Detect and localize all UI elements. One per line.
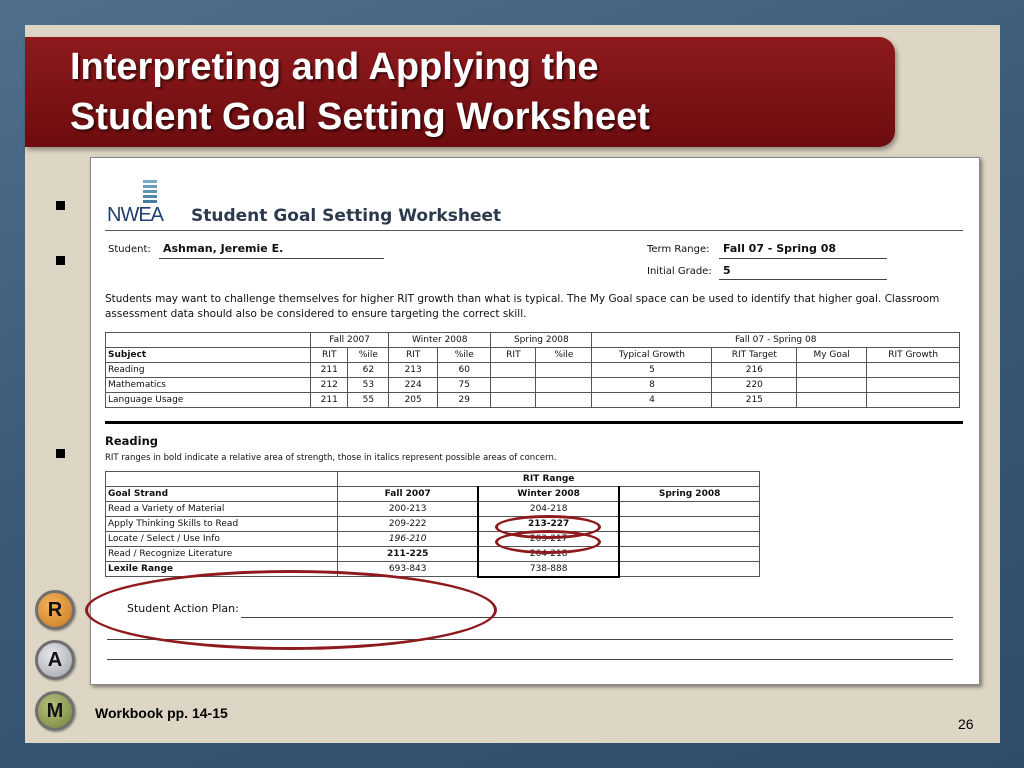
rit-range-header: RIT Range [338, 472, 760, 487]
table-cell: Reading [106, 363, 311, 378]
table-cell [491, 378, 536, 393]
reading-heading: Reading [105, 434, 159, 448]
bullet-3 [56, 449, 65, 458]
table-cell [619, 547, 759, 562]
worksheet-title: Student Goal Setting Worksheet [191, 206, 502, 226]
col-spring-ile: %ile [536, 348, 592, 363]
highlight-oval-action-plan [85, 570, 497, 650]
col-spring-rit: RIT [491, 348, 536, 363]
col-fall-2007: Fall 2007 [338, 487, 478, 502]
table-cell [797, 378, 867, 393]
table-cell [619, 502, 759, 517]
table-cell [797, 363, 867, 378]
student-name: Ashman, Jeremie E. [163, 242, 284, 255]
grade-underline [719, 279, 887, 280]
col-spring-2008: Spring 2008 [619, 487, 759, 502]
table-cell: 29 [438, 393, 491, 408]
table-cell: 211-225 [338, 547, 478, 562]
table-cell: 211 [311, 393, 348, 408]
term-range-value: Fall 07 - Spring 08 [723, 242, 837, 255]
ram-badge-a: A [35, 640, 75, 680]
table-cell: 5 [592, 363, 712, 378]
initial-grade-value: 5 [723, 264, 731, 277]
action-plan-line-3 [107, 659, 953, 660]
table-cell: Locate / Select / Use Info [106, 532, 338, 547]
table-cell [536, 378, 592, 393]
table-cell: Language Usage [106, 393, 311, 408]
nwea-logo-text: NWEA [107, 204, 163, 226]
table-cell: 224 [389, 378, 438, 393]
summary-column-header-row [106, 348, 960, 363]
table-cell [867, 378, 960, 393]
table-cell: 215 [712, 393, 797, 408]
table-cell [536, 393, 592, 408]
bullet-2 [56, 256, 65, 265]
table-cell: 216 [712, 363, 797, 378]
summary-table [105, 332, 960, 408]
student-label: Student: [108, 244, 151, 255]
table-cell: Read / Recognize Literature [106, 547, 338, 562]
table-cell [867, 393, 960, 408]
table-row [106, 393, 960, 408]
table-cell: Read a Variety of Material [106, 502, 338, 517]
table-row [106, 517, 760, 532]
table-cell [491, 363, 536, 378]
table-cell: 209-222 [338, 517, 478, 532]
table-row [106, 547, 760, 562]
table-cell [619, 517, 759, 532]
table-cell [491, 393, 536, 408]
highlight-oval-locate-select [495, 530, 601, 554]
col-rit-target: RIT Target [712, 348, 797, 363]
table-cell: 53 [348, 378, 389, 393]
initial-grade-label: Initial Grade: [647, 266, 712, 277]
table-cell [536, 363, 592, 378]
table-row [106, 363, 960, 378]
table-cell: 62 [348, 363, 389, 378]
col-typical-growth: Typical Growth [592, 348, 712, 363]
reading-group-header-row [106, 472, 760, 487]
col-my-goal: My Goal [797, 348, 867, 363]
table-cell: Apply Thinking Skills to Read [106, 517, 338, 532]
term-range-label: Term Range: [647, 244, 710, 255]
group-header-spring-2008: Spring 2008 [491, 333, 592, 348]
bullet-1 [56, 201, 65, 210]
intro-paragraph: Students may want to challenge themselves for higher RIT growth than what is typical. The My Goal space can be used to identify that higher goal. Classroom assessment data should also be considered to ensure targeting the correct skill. [105, 293, 940, 320]
table-cell: 204-218 [478, 547, 619, 562]
table-cell: 212 [311, 378, 348, 393]
table-cell: 213 [389, 363, 438, 378]
col-fall-rit: RIT [311, 348, 348, 363]
table-cell [867, 363, 960, 378]
table-cell: Lexile Range [106, 562, 338, 577]
col-subject: Subject [106, 348, 311, 363]
term-underline [719, 258, 887, 259]
table-cell: 204-218 [478, 502, 619, 517]
col-rit-growth: RIT Growth [867, 348, 960, 363]
workbook-reference: Workbook pp. 14-15 [95, 705, 228, 721]
table-cell [797, 393, 867, 408]
worksheet-image [90, 157, 980, 685]
table-cell [619, 532, 759, 547]
page-number: 26 [958, 716, 974, 732]
col-goal-strand: Goal Strand [106, 487, 338, 502]
table-cell: 220 [712, 378, 797, 393]
table-cell: 4 [592, 393, 712, 408]
table-cell [619, 562, 759, 577]
reading-note: RIT ranges in bold indicate a relative area of strength, those in italics represent possible areas of concern. [105, 453, 557, 463]
table-cell: Mathematics [106, 378, 311, 393]
col-winter-ile: %ile [438, 348, 491, 363]
student-underline [159, 258, 384, 259]
group-header-fall-2007: Fall 2007 [311, 333, 389, 348]
group-header-fall-spring: Fall 07 - Spring 08 [592, 333, 960, 348]
col-winter-rit: RIT [389, 348, 438, 363]
table-cell: 196-210 [338, 532, 478, 547]
slide-title-line-1: Interpreting and Applying the [70, 46, 599, 88]
header-rule [105, 230, 963, 231]
table-cell: 205 [389, 393, 438, 408]
slide-title-line-2: Student Goal Setting Worksheet [70, 96, 650, 138]
reading-goal-table [105, 471, 760, 578]
table-cell: 211 [311, 363, 348, 378]
student-action-plan-label: Student Action Plan: [127, 602, 239, 615]
table-cell: 200-213 [338, 502, 478, 517]
table-cell: 213-227 [478, 517, 619, 532]
nwea-logo-icon [143, 180, 157, 206]
table-cell: 55 [348, 393, 389, 408]
table-row [106, 502, 760, 517]
summary-group-header-row [106, 333, 960, 348]
table-cell: 738-888 [478, 562, 619, 577]
col-fall-ile: %ile [348, 348, 389, 363]
table-cell: 693-843 [338, 562, 478, 577]
ram-badge-r: R [35, 590, 75, 630]
table-row [106, 532, 760, 547]
slide-title [70, 42, 870, 142]
reading-column-header-row [106, 487, 760, 502]
ram-badge-m: M [35, 691, 75, 731]
table-cell: 8 [592, 378, 712, 393]
table-cell: 60 [438, 363, 491, 378]
group-header-winter-2008: Winter 2008 [389, 333, 491, 348]
table-cell: 75 [438, 378, 491, 393]
table-cell: 203-217 [478, 532, 619, 547]
col-winter-2008: Winter 2008 [478, 487, 619, 502]
section-divider [105, 421, 963, 424]
table-row [106, 378, 960, 393]
